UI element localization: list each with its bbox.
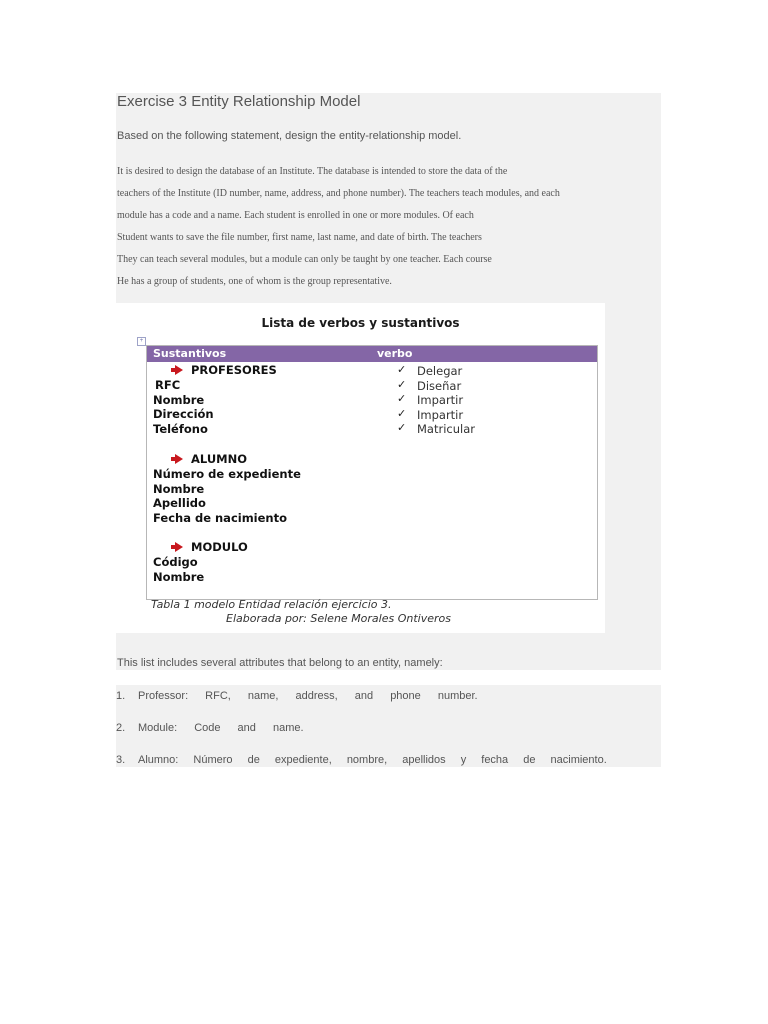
attribute: Código xyxy=(153,555,198,569)
statement-block xyxy=(116,153,661,303)
check-icon: ✓ xyxy=(397,407,407,420)
verb: Diseñar xyxy=(417,379,462,393)
list-item-text: Professor: RFC, name, address, and phone number. xyxy=(138,690,478,702)
figure-caption-line1: Tabla 1 modelo Entidad relación ejercicio 3. xyxy=(151,598,392,611)
statement-line: They can teach several modules, but a module can only be taught by one teacher. Each course xyxy=(117,254,492,265)
list-intro-text: This list includes several attributes that belong to an entity, namely: xyxy=(117,657,443,669)
verb: Impartir xyxy=(417,393,464,407)
attribute: RFC xyxy=(155,378,181,392)
list-intro-block xyxy=(116,646,661,670)
entity-name: MODULO xyxy=(191,540,248,554)
attribute: Fecha de nacimiento xyxy=(153,511,288,525)
attribute: Nombre xyxy=(153,570,205,584)
check-icon: ✓ xyxy=(397,363,407,376)
figure-caption-line2: Elaborada por: Selene Morales Ontiveros xyxy=(226,612,451,625)
figure-image xyxy=(116,303,605,633)
list-item-text: Alumno: Número de expediente, nombre, apellidos y fecha de nacimiento. xyxy=(138,754,607,766)
attribute-list xyxy=(116,685,661,767)
figure-block xyxy=(116,303,661,646)
table-move-icon: + xyxy=(137,337,146,346)
attribute: Nombre xyxy=(153,393,205,407)
list-item xyxy=(116,686,478,706)
red-arrow-icon xyxy=(175,542,183,552)
title-block xyxy=(116,93,661,123)
intro-block xyxy=(116,123,661,153)
list-item-text: Module: Code and name. xyxy=(138,722,304,734)
red-arrow-icon xyxy=(175,454,183,464)
attribute: Nombre xyxy=(153,482,205,496)
check-icon: ✓ xyxy=(397,421,407,434)
list-item-number: 3. xyxy=(116,754,126,766)
list-item-number: 2. xyxy=(116,722,126,734)
figure-table-header xyxy=(147,346,597,362)
intro-text: Based on the following statement, design the entity-relationship model. xyxy=(117,130,462,142)
red-arrow-icon xyxy=(175,365,183,375)
list-item xyxy=(116,718,456,738)
list-item-number: 1. xyxy=(116,690,126,702)
entity-name: ALUMNO xyxy=(191,452,248,466)
figure-table xyxy=(146,345,598,600)
header-nouns: Sustantivos xyxy=(153,347,227,360)
statement-line: He has a group of students, one of whom is the group representative. xyxy=(117,276,392,287)
entity-name: PROFESORES xyxy=(191,363,277,377)
figure-title: Lista de verbos y sustantivos xyxy=(261,316,460,330)
attribute: Teléfono xyxy=(153,422,208,436)
verb: Impartir xyxy=(417,408,464,422)
statement-line: module has a code and a name. Each student is enrolled in one or more modules. Of each xyxy=(117,210,474,221)
verb: Matricular xyxy=(417,422,475,436)
statement-line: It is desired to design the database of an Institute. The database is intended to store the data of the xyxy=(117,166,508,177)
list-item xyxy=(116,750,661,770)
verb: Delegar xyxy=(417,364,463,378)
statement-line: Student wants to save the file number, first name, last name, and date of birth. The teachers xyxy=(117,232,482,243)
attribute: Número de expediente xyxy=(153,467,301,481)
attribute: Dirección xyxy=(153,407,214,421)
statement-line: teachers of the Institute (ID number, name, address, and phone number). The teachers teach modules, and each xyxy=(117,188,560,199)
page-title: Exercise 3 Entity Relationship Model xyxy=(117,93,361,110)
header-verbs: verbo xyxy=(377,347,413,360)
check-icon: ✓ xyxy=(397,392,407,405)
attribute: Apellido xyxy=(153,496,206,510)
check-icon: ✓ xyxy=(397,378,407,391)
